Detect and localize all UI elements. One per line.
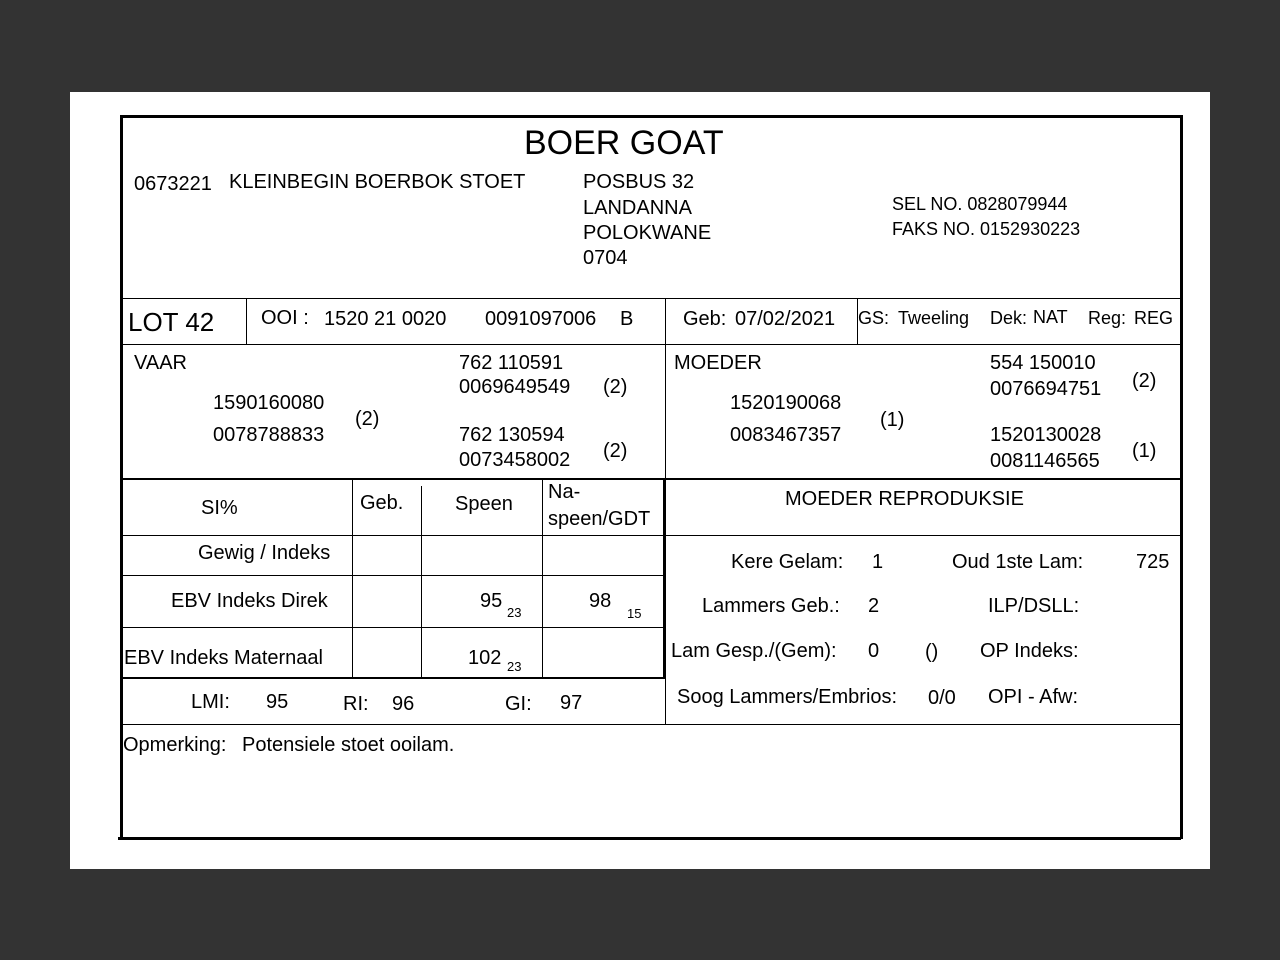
- lot-number: LOT 42: [128, 307, 215, 337]
- divider: [122, 344, 1180, 345]
- divider: [122, 724, 1180, 725]
- direct-post-weaning-index: 98: [589, 590, 612, 612]
- remark-text: Potensiele stoet ooilam.: [242, 734, 455, 756]
- ooi-label: OOI :: [261, 307, 309, 329]
- ri-value: 96: [392, 693, 415, 715]
- direct-weaning-accuracy: 23: [507, 605, 522, 620]
- fax-number: FAKS NO. 0152930223: [892, 219, 1081, 239]
- opi-deviation-label: OPI - Afw:: [988, 686, 1079, 708]
- address-line: 0704: [583, 247, 628, 269]
- maternal-granddam-registration: 0081146565: [990, 450, 1100, 472]
- frame-top: [120, 115, 1183, 118]
- sire-id: 1590160080: [213, 392, 325, 414]
- divider: [122, 478, 1180, 480]
- ooi-id: 1520 21 0020: [324, 308, 447, 330]
- birth-status-label: GS:: [858, 308, 890, 328]
- remark-label: Opmerking:: [123, 734, 227, 756]
- frame-left: [120, 115, 123, 839]
- divider: [663, 480, 665, 678]
- suckled-lambs-label: Soog Lammers/Embrios:: [677, 686, 898, 708]
- divider: [542, 480, 543, 677]
- maternal-weaning-index: 102: [468, 647, 502, 669]
- paternal-granddam-registration: 0073458002: [459, 449, 571, 471]
- maternal-grandsire-registration: 0076694751: [990, 378, 1102, 400]
- phone-number: SEL NO. 0828079944: [892, 194, 1068, 214]
- divider: [122, 575, 665, 576]
- maternal-granddam-id: 1520130028: [990, 424, 1102, 446]
- divider: [122, 627, 665, 628]
- sire-heading: VAAR: [134, 352, 187, 374]
- dam-registration: 0083467357: [730, 424, 842, 446]
- direct-post-weaning-accuracy: 15: [627, 606, 642, 621]
- paternal-grandsire-id: 762 110591: [459, 352, 564, 374]
- address-line: POSBUS 32: [583, 171, 695, 193]
- dam-id: 1520190068: [730, 392, 842, 414]
- paternal-grandsire-grade: (2): [603, 376, 628, 398]
- row-label-direct-ebv: EBV Indeks Direk: [171, 590, 328, 612]
- lambs-weaned-value: 0: [868, 640, 880, 662]
- maternal-grandsire-grade: (2): [1132, 370, 1157, 392]
- dam-heading: MOEDER: [674, 352, 762, 374]
- frame-bottom: [118, 837, 1181, 840]
- times-lambed-label: Kere Gelam:: [731, 551, 844, 573]
- maternal-weaning-accuracy: 23: [507, 659, 522, 674]
- weaning-header: Speen: [455, 493, 513, 515]
- direct-weaning-index: 95: [480, 590, 503, 612]
- address-line: POLOKWANE: [583, 222, 712, 244]
- divider: [122, 535, 665, 536]
- sire-grade: (2): [355, 408, 380, 430]
- row-label-weight: Gewig / Indeks: [198, 542, 331, 564]
- mating-label: Dek:: [990, 308, 1028, 328]
- times-lambed-value: 1: [872, 551, 884, 573]
- row-label-maternal-ebv: EBV Indeks Maternaal: [124, 647, 323, 669]
- lmi-value: 95: [266, 691, 289, 713]
- ooi-registration: 0091097006: [485, 308, 597, 330]
- mating-type: NAT: [1033, 307, 1068, 327]
- reproduction-heading: MOEDER REPRODUKSIE: [785, 488, 1024, 510]
- maternal-grandsire-id: 554 150010: [990, 352, 1096, 374]
- lambs-weaned-label: Lam Gesp./(Gem):: [671, 640, 837, 662]
- paternal-granddam-id: 762 130594: [459, 424, 565, 446]
- address-line: LANDANNA: [583, 197, 692, 219]
- birth-date-label: Geb:: [683, 308, 727, 330]
- ri-label: RI:: [343, 693, 369, 715]
- post-weaning-header: speen/GDT: [548, 508, 651, 530]
- registration-status: REG: [1134, 308, 1174, 328]
- gi-label: GI:: [505, 693, 532, 715]
- ooi-grade: B: [620, 308, 634, 330]
- registration-label: Reg:: [1088, 308, 1127, 328]
- dam-grade: (1): [880, 409, 905, 431]
- lambs-born-label: Lammers Geb.:: [702, 595, 840, 617]
- divider: [665, 535, 1180, 536]
- lambs-born-value: 2: [868, 595, 880, 617]
- paternal-grandsire-registration: 0069649549: [459, 376, 571, 398]
- breeder-name: KLEINBEGIN BOERBOK STOET: [229, 171, 526, 193]
- gi-value: 97: [560, 692, 583, 714]
- lambs-weaned-average: (): [925, 641, 939, 663]
- ilp-dsll-label: ILP/DSLL:: [988, 595, 1080, 617]
- sire-registration: 0078788833: [213, 424, 325, 446]
- divider: [122, 298, 1180, 299]
- birth-weight-header: Geb.: [360, 492, 404, 514]
- divider: [246, 298, 247, 344]
- divider: [122, 677, 666, 679]
- paternal-granddam-grade: (2): [603, 440, 628, 462]
- frame-right: [1180, 115, 1183, 839]
- post-weaning-header: Na-: [548, 481, 581, 503]
- divider: [421, 486, 422, 677]
- age-first-lamb-value: 725: [1136, 551, 1170, 573]
- divider: [352, 480, 353, 677]
- birth-status: Tweeling: [898, 308, 970, 328]
- divider: [665, 298, 666, 725]
- age-first-lamb-label: Oud 1ste Lam:: [952, 551, 1084, 573]
- document-title: BOER GOAT: [524, 124, 724, 162]
- suckled-lambs-value: 0/0: [928, 687, 956, 709]
- birth-date: 07/02/2021: [735, 308, 836, 330]
- breeder-number: 0673221: [134, 173, 212, 195]
- maternal-granddam-grade: (1): [1132, 440, 1157, 462]
- op-index-label: OP Indeks:: [980, 640, 1079, 662]
- lmi-label: LMI:: [191, 691, 230, 713]
- si-header: SI%: [201, 497, 238, 519]
